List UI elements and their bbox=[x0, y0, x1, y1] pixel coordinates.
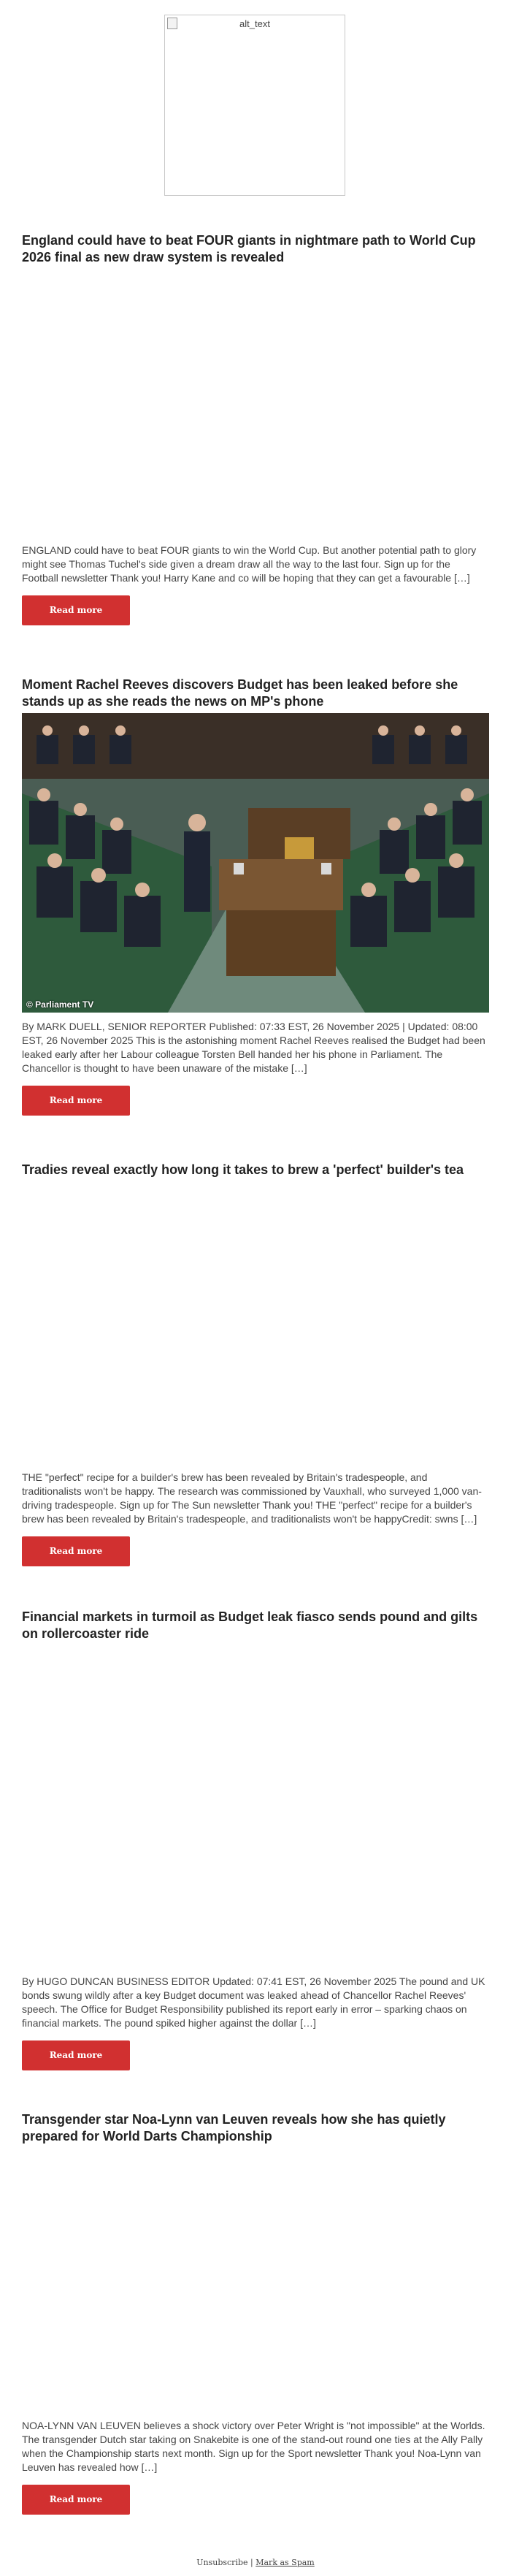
mark-as-spam-link[interactable]: Mark as Spam bbox=[256, 2558, 315, 2567]
article-title[interactable]: England could have to beat FOUR giants in nightmare path to World Cup 2026 final as new draw system is revealed bbox=[22, 233, 476, 264]
article-image[interactable] bbox=[22, 1642, 489, 1967]
article-summary: By HUGO DUNCAN BUSINESS EDITOR Updated: 07:41 EST, 26 November 2025 The pound and UK bonds swung wildly after a key Budget document was leaked ahead of Chancellor Rachel Reeves' speech. The Office for Budget Responsibility published its report early in error – sparking chaos on financial markets. The pound spiked higher against the dollar […] bbox=[22, 1975, 485, 2029]
logo-image bbox=[164, 15, 345, 196]
logo-alt-text: alt_text bbox=[239, 18, 270, 29]
article-image[interactable] bbox=[22, 2145, 489, 2412]
read-more-button[interactable]: Read more bbox=[22, 1086, 130, 1116]
email-footer bbox=[0, 2558, 511, 2567]
article-card bbox=[22, 2111, 489, 2515]
read-more-button[interactable]: Read more bbox=[22, 2485, 130, 2515]
article-title[interactable]: Financial markets in turmoil as Budget leak fiasco sends pound and gilts on rollercoaster ride bbox=[22, 1609, 478, 1641]
footer-separator: | bbox=[250, 2558, 253, 2567]
article-image[interactable] bbox=[22, 266, 489, 536]
article-card bbox=[22, 677, 489, 1116]
unsubscribe-label[interactable]: Unsubscribe bbox=[196, 2558, 248, 2567]
article-image[interactable] bbox=[22, 713, 489, 1013]
article-card bbox=[22, 232, 489, 625]
article-title[interactable]: Tradies reveal exactly how long it takes to brew a 'perfect' builder's tea bbox=[22, 1162, 464, 1177]
commons-chamber-illustration bbox=[22, 713, 489, 1013]
read-more-button[interactable]: Read more bbox=[22, 2040, 130, 2070]
read-more-button[interactable]: Read more bbox=[22, 595, 130, 625]
article-image[interactable] bbox=[22, 1178, 489, 1463]
article-summary: THE "perfect" recipe for a builder's brew has been revealed by Britain's tradespeople, and traditionalists won't be happy. The research was commissioned by Vauxhall, who surveyed 1,000 van-driving tradespeople. Sign up for The Sun newsletter Thank you! THE "perfect" recipe for a builder's brew has been revealed by Britain's tradespeople, and traditionalists won't be happyCredit: swns […] bbox=[22, 1471, 482, 1525]
read-more-button[interactable]: Read more bbox=[22, 1536, 130, 1566]
article-card bbox=[22, 1162, 489, 1566]
image-credit: © Parliament TV bbox=[26, 999, 94, 1010]
article-summary: NOA-LYNN VAN LEUVEN believes a shock victory over Peter Wright is "not impossible" at the Worlds. The transgender Dutch star taking on Snakebite is one of the stand-out round one ties at the Ally Pally when the Championship starts next month. Sign up for the Sport newsletter Thank you! Noa-Lynn van Leuven has revealed how […] bbox=[22, 2420, 485, 2473]
article-summary: ENGLAND could have to beat FOUR giants to win the World Cup. But another potential path to glory might see Thomas Tuchel's side given a dream draw all the way to the last four. Sign up for the Football newsletter Thank you! Harry Kane and co will be hoping that they can get a favourable […] bbox=[22, 544, 477, 584]
article-summary: By MARK DUELL, SENIOR REPORTER Published: 07:33 EST, 26 November 2025 | Updated: 08:00 EST, 26 November 2025 This is the astonishing moment Rachel Reeves realised the Budget had been leaked early after her Labour colleague Torsten Bell handed her his phone in Parliament. The Chancellor is thought to have been unaware of the mistake […] bbox=[22, 1021, 485, 1074]
article-title[interactable]: Transgender star Noa-Lynn van Leuven reveals how she has quietly prepared for World Darts Championship bbox=[22, 2112, 446, 2144]
article-card bbox=[22, 1609, 489, 2070]
article-title[interactable]: Moment Rachel Reeves discovers Budget has been leaked before she stands up as she reads the news on MP's phone bbox=[22, 677, 458, 709]
